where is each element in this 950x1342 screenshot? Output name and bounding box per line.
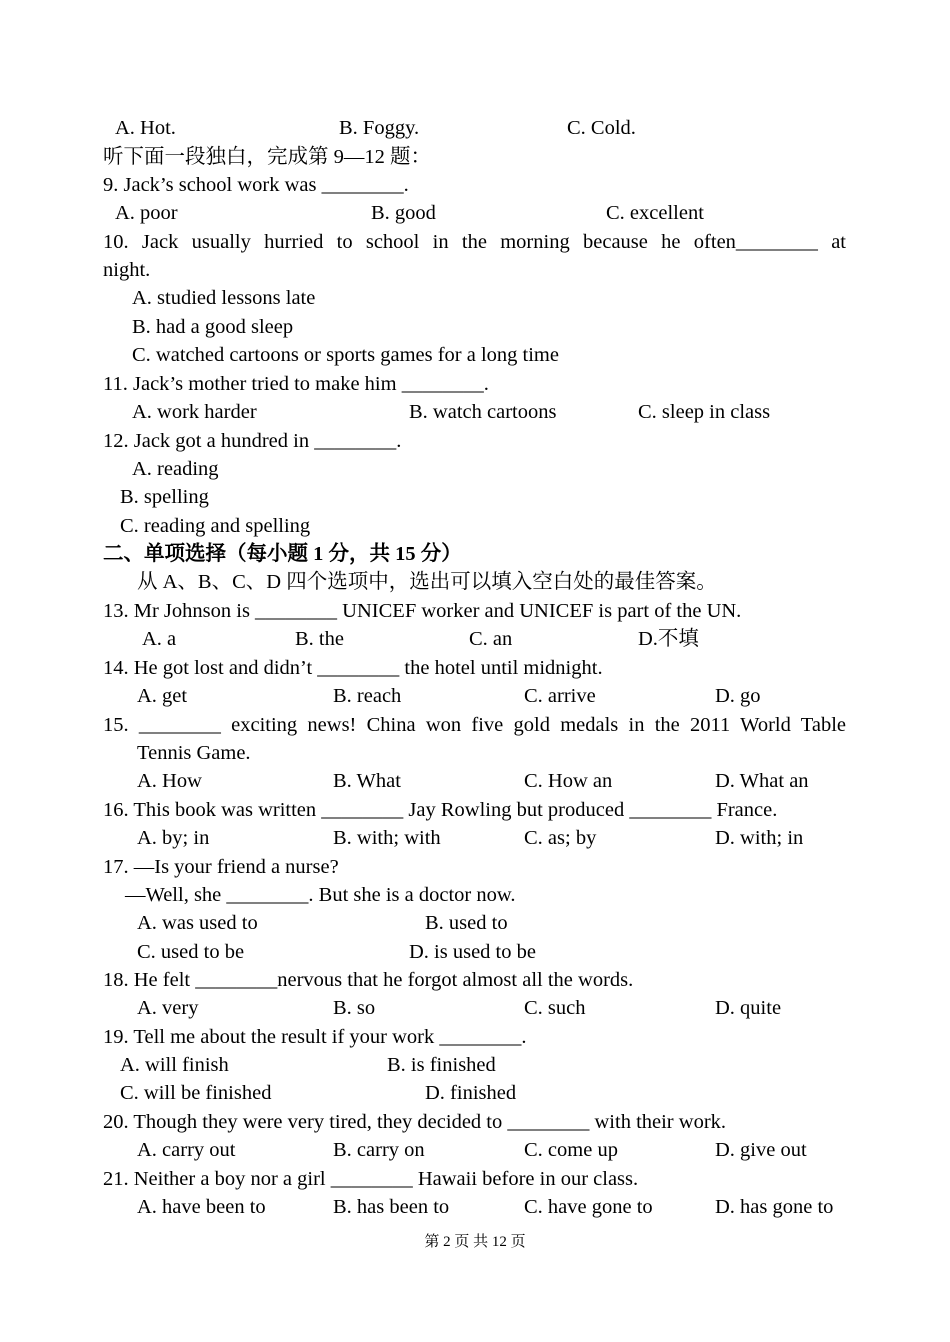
q18-option-d: D. quite — [715, 997, 782, 1019]
q17-option-d: D. is used to be — [409, 941, 536, 963]
q8-option-b: B. Foggy. — [339, 117, 420, 139]
q18-stem: 18. He felt ________nervous that he forgot almost all the words. — [103, 969, 634, 991]
q16-option-c: C. as; by — [524, 827, 597, 849]
q13-option-a: A. a — [142, 628, 177, 650]
q21-option-b: B. has been to — [333, 1196, 450, 1218]
q17-stem-line2: —Well, she ________. But she is a doctor now. — [125, 884, 516, 906]
q19-option-a: A. will finish — [120, 1054, 229, 1076]
q21-option-d: D. has gone to — [715, 1196, 834, 1218]
q18-option-c: C. such — [524, 997, 586, 1019]
q17-option-c: C. used to be — [137, 941, 245, 963]
q12-option-b: B. spelling — [120, 486, 209, 508]
q9-stem: 9. Jack’s school work was ________. — [103, 174, 409, 196]
q10-stem-line1: 10. Jack usually hurried to school in the morning because he often________ at — [103, 231, 846, 253]
q20-stem: 20. Though they were very tired, they decided to ________ with their work. — [103, 1111, 727, 1133]
q9-option-b: B. good — [371, 202, 436, 224]
q11-stem: 11. Jack’s mother tried to make him ________. — [103, 373, 489, 395]
q15-option-c: C. How an — [524, 770, 613, 792]
section-title: 二、单项选择（每小题 1 分，共 15 分） — [103, 543, 462, 565]
q16-option-d: D. with; in — [715, 827, 804, 849]
q12-stem: 12. Jack got a hundred in ________. — [103, 430, 402, 452]
q20-option-b: B. carry on — [333, 1139, 425, 1161]
q10-option-b: B. had a good sleep — [132, 316, 294, 338]
q20-option-d: D. give out — [715, 1139, 807, 1161]
q16-stem: 16. This book was written ________ Jay Rowling but produced ________ France. — [103, 799, 778, 821]
q17-option-a: A. was used to — [137, 912, 258, 934]
q9-option-a: A. poor — [115, 202, 178, 224]
q21-option-c: C. have gone to — [524, 1196, 653, 1218]
listening-instruction: 听下面一段独白，完成第 9—12 题： — [103, 146, 431, 168]
q11-option-c: C. sleep in class — [638, 401, 771, 423]
q8-option-a: A. Hot. — [115, 117, 176, 139]
q21-option-a: A. have been to — [137, 1196, 266, 1218]
q13-stem: 13. Mr Johnson is ________ UNICEF worker and UNICEF is part of the UN. — [103, 600, 742, 622]
q9-option-c: C. excellent — [606, 202, 704, 224]
q17-option-b: B. used to — [425, 912, 508, 934]
q13-option-b: B. the — [295, 628, 344, 650]
q18-option-a: A. very — [137, 997, 199, 1019]
q13-option-c: C. an — [469, 628, 513, 650]
q19-option-d: D. finished — [425, 1082, 517, 1104]
q14-stem: 14. He got lost and didn’t ________ the hotel until midnight. — [103, 657, 603, 679]
q12-option-a: A. reading — [132, 458, 219, 480]
section-instruction: 从 A、B、C、D 四个选项中，选出可以填入空白处的最佳答案。 — [137, 571, 717, 593]
q14-option-a: A. get — [137, 685, 188, 707]
q10-stem-line2: night. — [103, 259, 151, 281]
q19-option-b: B. is finished — [387, 1054, 496, 1076]
q11-option-b: B. watch cartoons — [409, 401, 557, 423]
q10-option-a: A. studied lessons late — [132, 287, 316, 309]
q14-option-c: C. arrive — [524, 685, 596, 707]
q14-option-d: D. go — [715, 685, 761, 707]
q19-option-c: C. will be finished — [120, 1082, 272, 1104]
q18-option-b: B. so — [333, 997, 376, 1019]
q12-option-c: C. reading and spelling — [120, 515, 311, 537]
q20-option-a: A. carry out — [137, 1139, 236, 1161]
q11-option-a: A. work harder — [132, 401, 257, 423]
q13-option-d: D.不填 — [638, 628, 699, 650]
q20-option-c: C. come up — [524, 1139, 618, 1161]
q15-stem-line1: 15. ________ exciting news! China won five gold medals in the 2011 World Table — [103, 714, 846, 736]
q16-option-b: B. with; with — [333, 827, 441, 849]
q15-stem-line2: Tennis Game. — [137, 742, 251, 764]
q19-stem: 19. Tell me about the result if your work ________. — [103, 1026, 527, 1048]
q15-option-d: D. What an — [715, 770, 809, 792]
q14-option-b: B. reach — [333, 685, 402, 707]
q8-option-c: C. Cold. — [567, 117, 636, 139]
q15-option-b: B. What — [333, 770, 401, 792]
q17-stem-line1: 17. —Is your friend a nurse? — [103, 856, 339, 878]
q15-option-a: A. How — [137, 770, 202, 792]
q16-option-a: A. by; in — [137, 827, 210, 849]
q21-stem: 21. Neither a boy nor a girl ________ Hawaii before in our class. — [103, 1168, 639, 1190]
q10-option-c: C. watched cartoons or sports games for a long time — [132, 344, 559, 366]
page-footer: 第 2 页 共 12 页 — [424, 1234, 526, 1250]
